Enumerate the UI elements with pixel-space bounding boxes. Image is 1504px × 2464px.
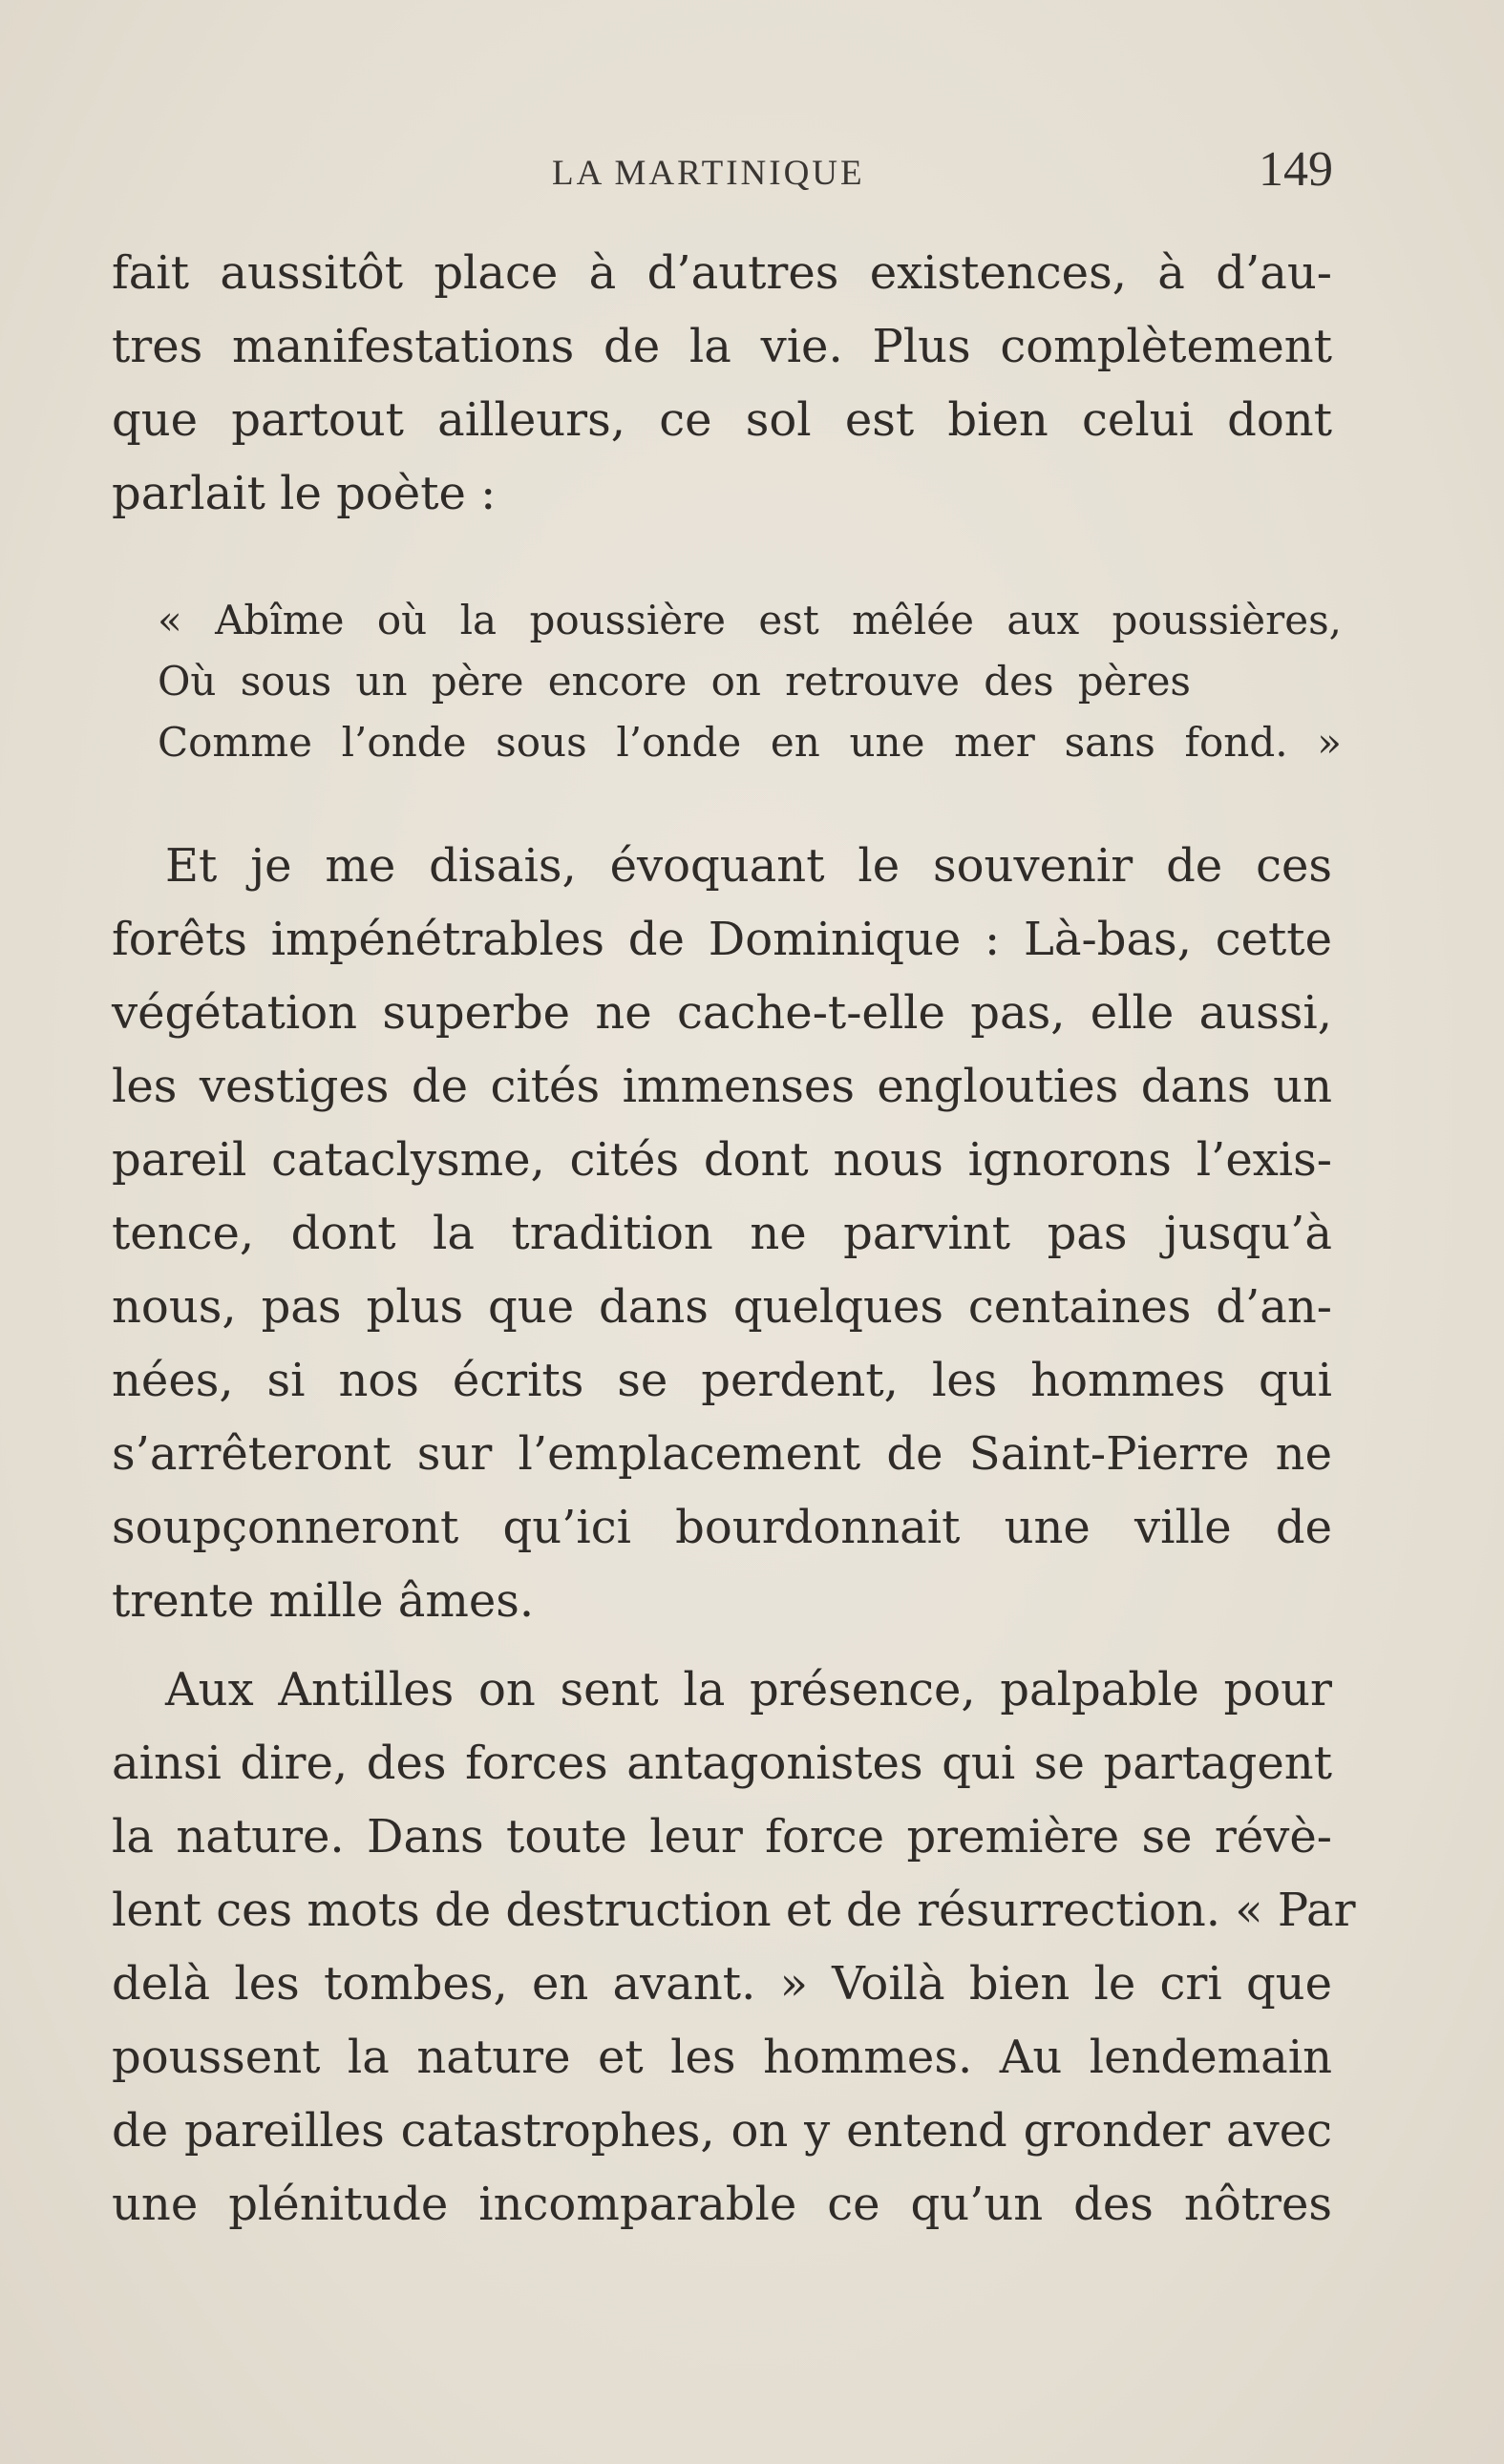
verse-line: Comme l’onde sous l’onde en une mer sans fond. » xyxy=(158,719,1342,766)
paragraph-3 xyxy=(112,1653,1356,2242)
text-line: delà les tombes, en avant. » Voilà bien le cri que xyxy=(112,1957,1332,2011)
text-line: soupçonneront qu’ici bourdonnait une ville de xyxy=(112,1501,1332,1554)
text-line: Et je me disais, évoquant le souvenir de ces xyxy=(165,839,1332,893)
verse-quotation xyxy=(158,590,1342,773)
verse-line: « Abîme où la poussière est mêlée aux poussières, xyxy=(158,597,1342,643)
text-line: lent ces mots de destruction et de résurrection. « Par xyxy=(112,1884,1356,1937)
text-line: tres manifestations de la vie. Plus complètement xyxy=(112,320,1332,373)
text-line: les vestiges de cités immenses englouties dans un xyxy=(112,1060,1332,1113)
text-line: ainsi dire, des forces antagonistes qui se partagent xyxy=(112,1737,1332,1790)
verse-line: Où sous un père encore on retrouve des pères xyxy=(158,658,1191,705)
text-line: Aux Antilles on sent la présence, palpable pour xyxy=(165,1663,1332,1716)
text-line: que partout ailleurs, ce sol est bien celui dont xyxy=(112,393,1332,447)
paragraph-1 xyxy=(112,237,1332,531)
text-line: nous, pas plus que dans quelques centaines d’an- xyxy=(112,1280,1332,1334)
text-line: parlait le poète : xyxy=(112,467,497,520)
running-title: LA MARTINIQUE xyxy=(552,154,865,193)
text-line: tence, dont la tradition ne parvint pas jusqu’à xyxy=(112,1207,1332,1260)
paragraph-2 xyxy=(112,830,1332,1638)
text-line: de pareilles catastrophes, on y entend gronder avec xyxy=(112,2104,1332,2158)
page-number: 149 xyxy=(1259,142,1333,197)
text-line: nées, si nos écrits se perdent, les hommes qui xyxy=(112,1354,1332,1407)
text-line: s’arrêteront sur l’emplacement de Saint-Pierre ne xyxy=(112,1427,1332,1481)
text-line: végétation superbe ne cache-t-elle pas, elle aussi, xyxy=(112,986,1332,1040)
text-line: trente mille âmes. xyxy=(112,1574,535,1628)
text-line: pareil cataclysme, cités dont nous ignorons l’exis- xyxy=(112,1133,1332,1187)
text-line: une plénitude incomparable ce qu’un des nôtres xyxy=(112,2178,1332,2231)
text-line: fait aussitôt place à d’autres existences, à d’au- xyxy=(112,246,1332,300)
text-line: la nature. Dans toute leur force première se révè- xyxy=(112,1810,1332,1864)
text-line: forêts impénétrables de Dominique : Là-bas, cette xyxy=(112,913,1332,966)
text-line: poussent la nature et les hommes. Au lendemain xyxy=(112,2031,1332,2084)
